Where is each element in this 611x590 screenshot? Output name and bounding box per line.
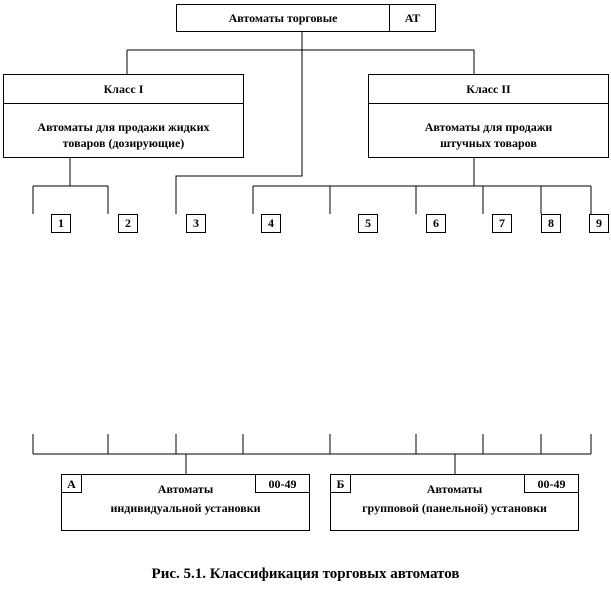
class2-description-line2: штучных товаров [440,136,537,150]
figure-caption: Рис. 5.1. Классификация торговых автоматов [151,566,460,582]
install-b-text [331,481,578,516]
class2-box [368,74,609,158]
root-box [176,4,436,32]
group-5: 5 [358,214,378,233]
install-b-text-line1: Автоматы [426,482,483,496]
install-b-letter: Б [331,475,351,493]
class1-box [3,74,244,158]
install-a-box [61,474,310,531]
class1-description [4,119,243,151]
group-7: 7 [492,214,512,233]
group-3: 3 [186,214,206,233]
group-6: 6 [426,214,446,233]
group-2: 2 [118,214,138,233]
root-title: Автоматы торговые [228,11,338,25]
install-a-code: 00-49 [255,475,309,493]
class1-description-line2: товаров (дозирующие) [62,136,185,150]
install-b-text-line2: групповой (панельной) установки [362,501,547,515]
group-1: 1 [51,214,71,233]
class2-description [369,119,608,151]
class1-title: Класс I [4,75,243,104]
install-a-text-line2: индивидуальной установки [110,501,261,515]
class1-description-line1: Автоматы для продажи жидких [37,120,210,134]
install-a-text-line1: Автоматы [157,482,214,496]
root-code: АТ [389,5,435,31]
install-a-letter: А [62,475,82,493]
group-8: 8 [541,214,561,233]
install-b-code: 00-49 [524,475,578,493]
install-a-text [62,481,309,516]
install-b-box [330,474,579,531]
class2-description-line1: Автоматы для продажи [424,120,553,134]
class2-title: Класс II [369,75,608,104]
group-9: 9 [589,214,609,233]
group-4: 4 [261,214,281,233]
